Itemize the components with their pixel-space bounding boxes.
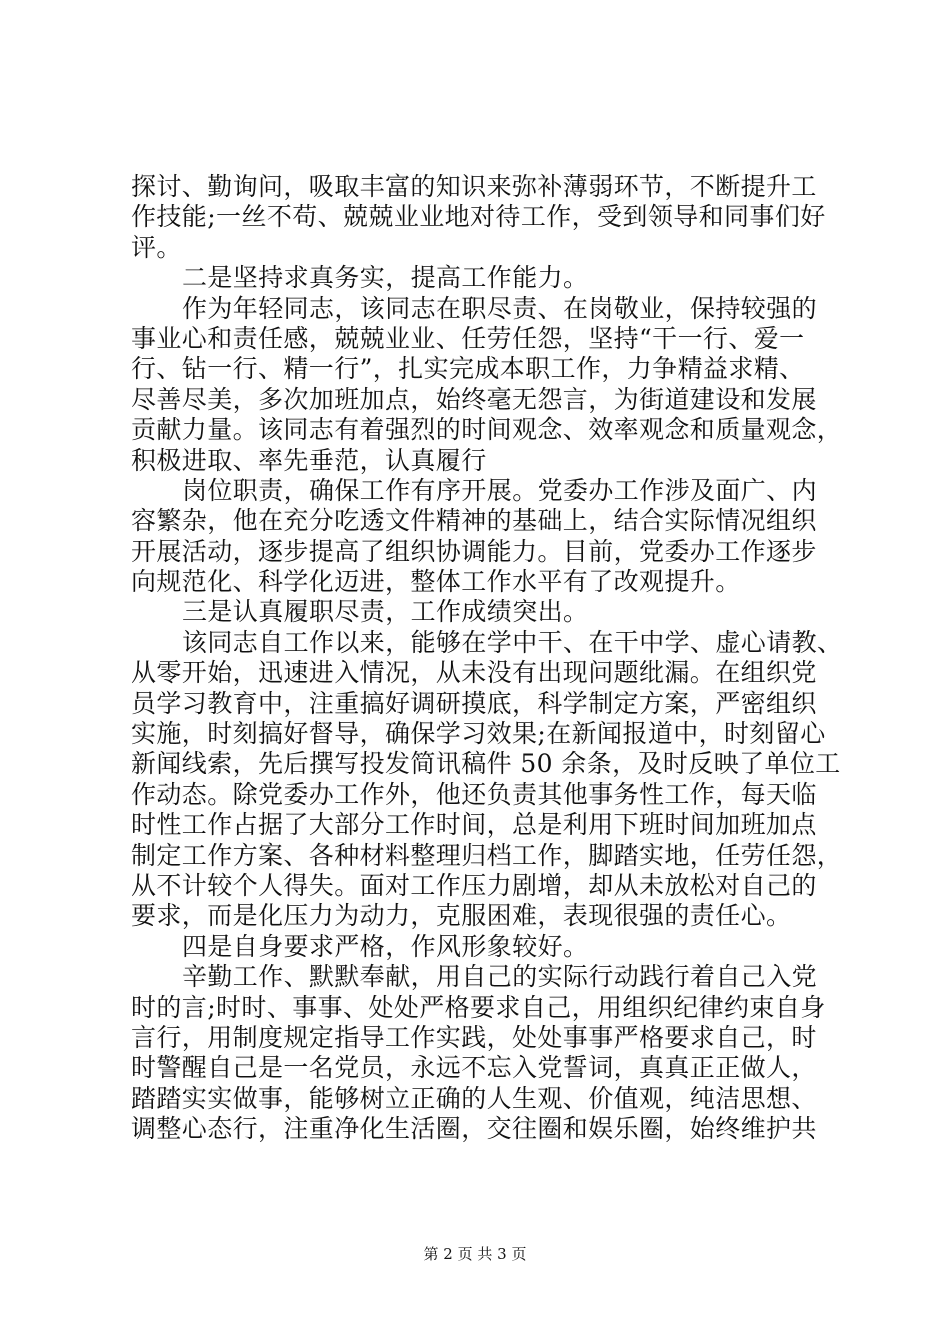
text-line: 从零开始，迅速进入情况，从未没有出现问题纰漏。在组织党 xyxy=(131,658,817,688)
section-heading: 四是自身要求严格，作风形象较好。 xyxy=(182,931,589,961)
section-heading: 三是认真履职尽责，工作成绩突出。 xyxy=(182,597,589,627)
text-line: 调整心态行，注重净化生活圈，交往圈和娱乐圈，始终维护共 xyxy=(131,1114,817,1144)
text-line: 行、钻一行、精一行”，扎实完成本职工作，力争精益求精、 xyxy=(131,354,805,384)
page-number-footer: 第 2 页 共 3 页 xyxy=(423,1245,527,1263)
text-line: 作为年轻同志，该同志在职尽责、在岗敬业，保持较强的 xyxy=(182,293,818,323)
text-line: 时性工作占据了大部分工作时间，总是利用下班时间加班加点 xyxy=(131,810,817,840)
text-line: 向规范化、科学化迈进，整体工作水平有了改观提升。 xyxy=(131,567,741,597)
document-body xyxy=(131,172,843,1145)
text-line: 该同志自工作以来，能够在学中干、在干中学、虚心请教、 xyxy=(182,627,843,657)
text-line: 实施，时刻搞好督导，确保学习效果;在新闻报道中，时刻留心 xyxy=(131,719,826,749)
text-line: 容繁杂，他在充分吃透文件精神的基础上，结合实际情况组织 xyxy=(131,506,817,536)
text-line: 新闻线索，先后撰写投发简讯稿件 50 余条，及时反映了单位工 xyxy=(131,749,841,779)
text-line: 辛勤工作、默默奉献，用自己的实际行动践行着自己入党 xyxy=(182,962,818,992)
text-line: 积极进取、率先垂范，认真履行 xyxy=(131,445,487,475)
section-heading: 二是坚持求真务实，提高工作能力。 xyxy=(182,263,589,293)
text-line: 员学习教育中，注重搞好调研摸底，科学制定方案，严密组织 xyxy=(131,688,817,718)
text-line: 作技能;一丝不苟、兢兢业业地对待工作，受到领导和同事们好 xyxy=(131,202,826,232)
text-line: 评。 xyxy=(131,232,182,262)
text-line: 岗位职责，确保工作有序开展。党委办工作涉及面广、内 xyxy=(182,475,818,505)
text-line: 踏踏实实做事，能够树立正确的人生观、价值观，纯洁思想、 xyxy=(131,1083,817,1113)
text-line: 时警醒自己是一名党员，永远不忘入党誓词，真真正正做人， xyxy=(131,1053,817,1083)
text-line: 言行，用制度规定指导工作实践，处处事事严格要求自己，时 xyxy=(131,1022,817,1052)
text-line: 事业心和责任感，兢兢业业、任劳任怨，坚持“干一行、爱一 xyxy=(131,323,805,353)
text-line: 开展活动，逐步提高了组织协调能力。目前，党委办工作逐步 xyxy=(131,536,817,566)
text-line: 要求，而是化压力为动力，克服困难，表现很强的责任心。 xyxy=(131,901,792,931)
text-line: 作动态。除党委办工作外，他还负责其他事务性工作，每天临 xyxy=(131,779,817,809)
text-line: 尽善尽美，多次加班加点，始终毫无怨言，为街道建设和发展 xyxy=(131,384,817,414)
text-line: 从不计较个人得失。面对工作压力剧增，却从未放松对自己的 xyxy=(131,870,817,900)
text-line: 制定工作方案、各种材料整理归档工作，脚踏实地，任劳任怨， xyxy=(131,840,843,870)
text-line: 时的言;时时、事事、处处严格要求自己，用组织纪律约束自身 xyxy=(131,992,826,1022)
text-line: 探讨、勤询问，吸取丰富的知识来弥补薄弱环节，不断提升工 xyxy=(131,172,817,201)
text-line: 贡献力量。该同志有着强烈的时间观念、效率观念和质量观念， xyxy=(131,415,843,445)
